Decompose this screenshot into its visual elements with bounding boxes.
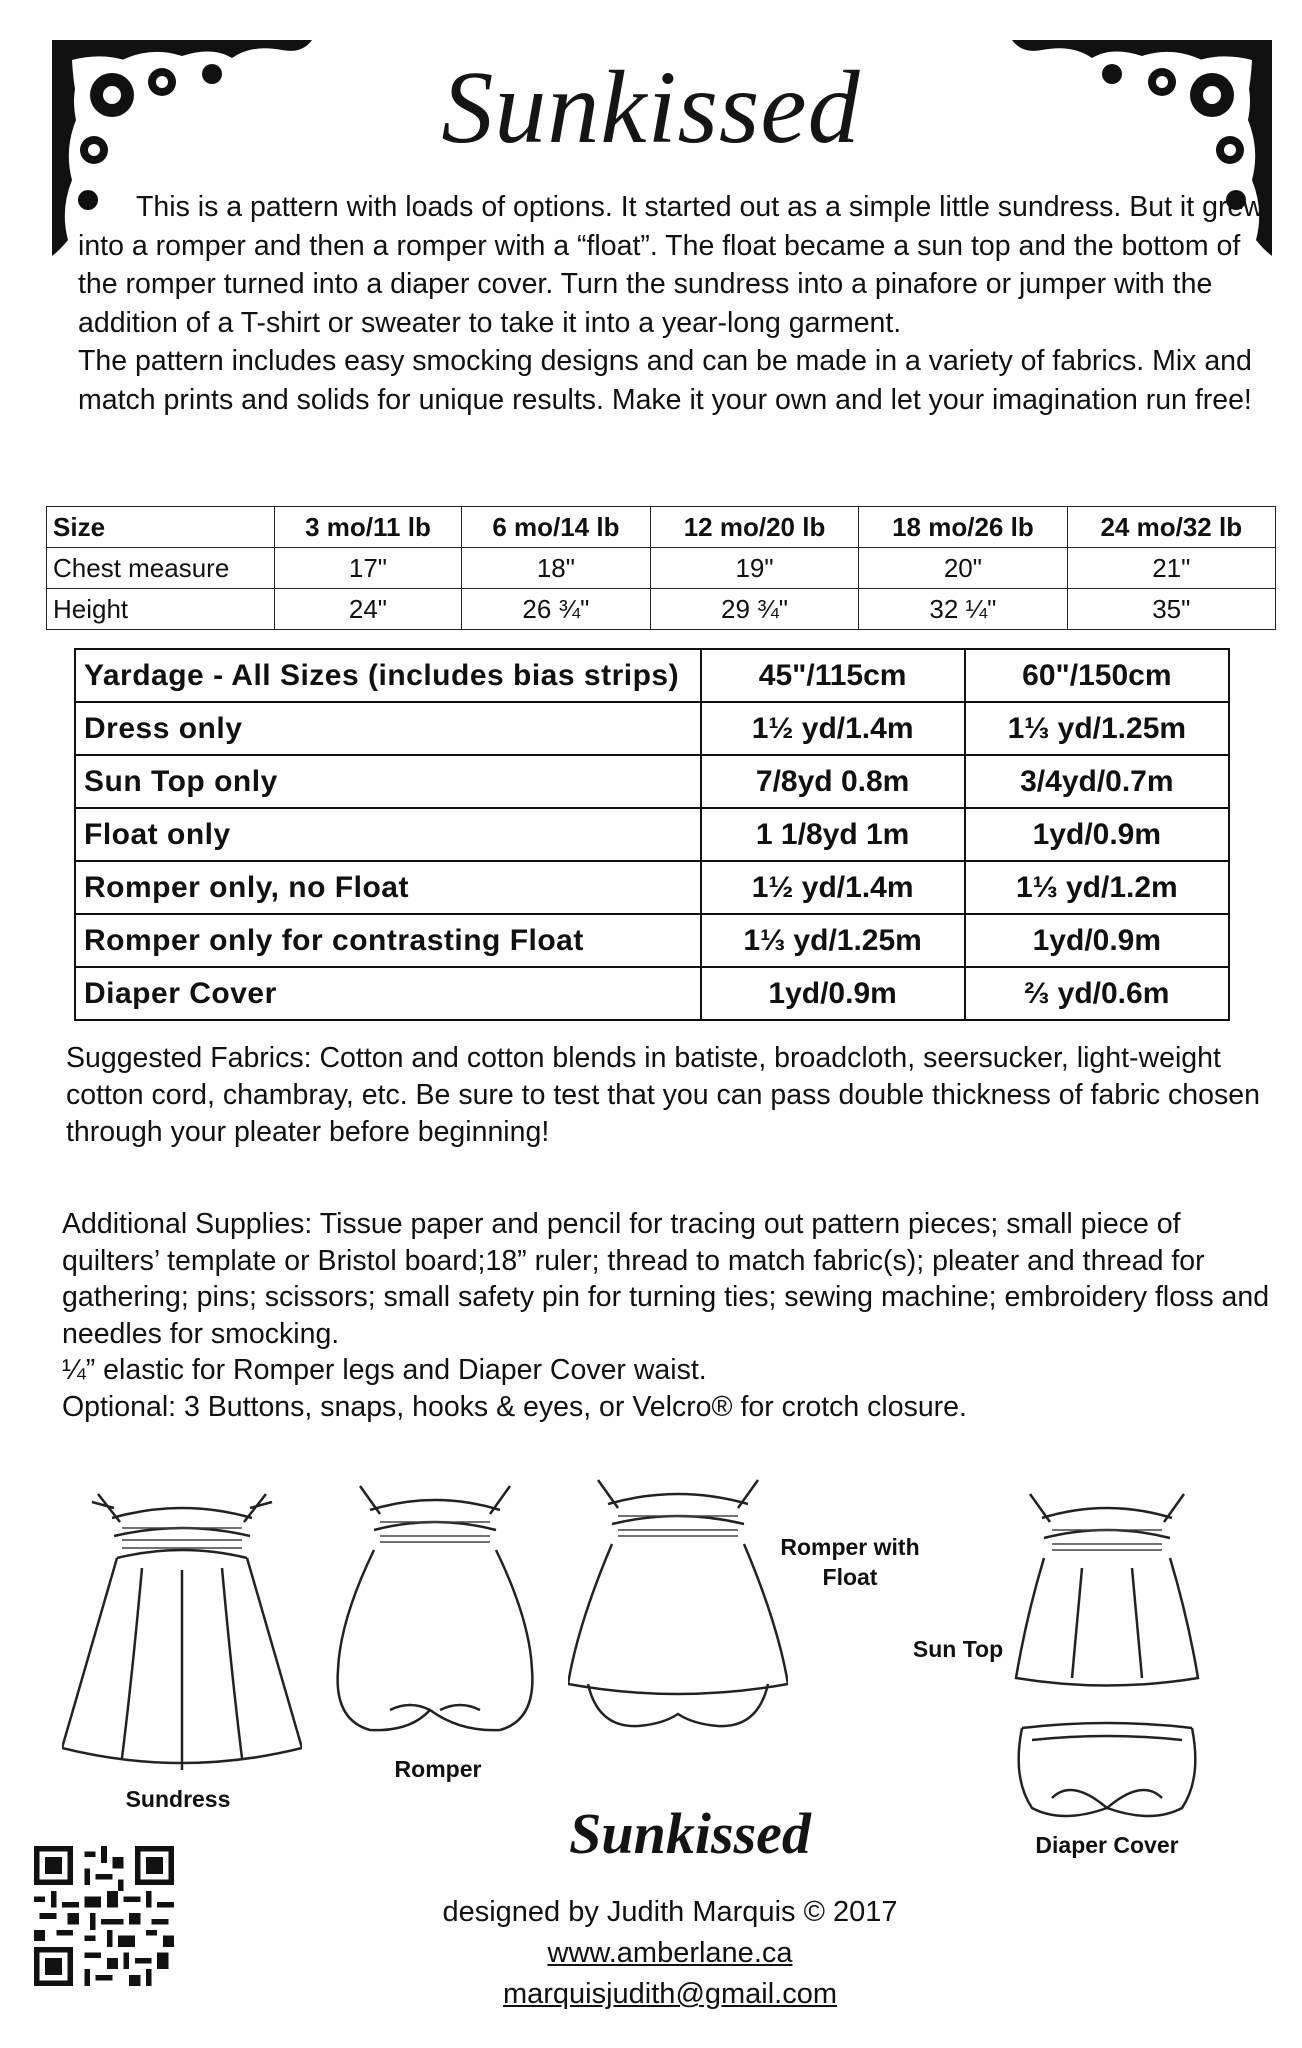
footer-credits <box>370 1892 970 2015</box>
caption-romper: Romper <box>394 1756 482 1782</box>
email-link[interactable]: marquisjudith@gmail.com <box>502 1978 838 2010</box>
size-chart-table <box>46 506 1276 630</box>
yardage-cell: 1yd/0.9m <box>965 914 1229 967</box>
yardage-row-label: Float only <box>75 808 701 861</box>
yardage-row <box>75 967 1229 1020</box>
optional-text: Optional: 3 Buttons, snaps, hooks & eyes, or Velcro® for crotch closure. <box>62 1390 967 1423</box>
size-table-row <box>47 589 1276 630</box>
size-header-cell: 3 mo/11 lb <box>275 507 462 548</box>
yardage-header-cell: 45"/115cm <box>701 649 965 702</box>
size-cell: 24" <box>275 589 462 630</box>
qr-code-icon <box>34 1846 174 1986</box>
supplies-text: Additional Supplies: Tissue paper and pencil for tracing out pattern pieces; small piece of quilters’ template or Bristol board;18” ruler; thread to match fabric(s); pleater and thread for gathering; pins; scissors; small safety pin for turning ties; sewing machine; embroidery floss and needles for smocking. <box>62 1208 1270 1350</box>
yardage-cell: 1⅓ yd/1.25m <box>701 914 965 967</box>
diaper-cover-illustration <box>1012 1718 1202 1828</box>
yardage-row-label: Romper only for contrasting Float <box>75 914 701 967</box>
yardage-cell: 1⅓ yd/1.2m <box>965 861 1229 914</box>
yardage-cell: 1 1/8yd 1m <box>701 808 965 861</box>
yardage-row-label: Diaper Cover <box>75 967 701 1020</box>
yardage-cell: 1yd/0.9m <box>701 967 965 1020</box>
size-header-cell: 24 mo/32 lb <box>1067 507 1275 548</box>
footer-logo: Sunkissed <box>569 1801 811 1866</box>
elastic-text: ¼” elastic for Romper legs and Diaper Cover waist. <box>62 1354 707 1386</box>
caption-romper-with-float: Romper with Float <box>780 1534 920 1590</box>
yardage-row-label: Romper only, no Float <box>75 861 701 914</box>
intro-paragraph-1: This is a pattern with loads of options. It started out as a simple little sundress. But it grew into a romper and then a romper with a “float”. The float became a sun top and the bottom of the romper turned into a diaper cover. Turn the sundress into a pinafore or jumper with the addition of a T-shirt or sweater to take it into a year-long garment. <box>78 191 1264 339</box>
suggested-fabrics-text: Suggested Fabrics: Cotton and cotton blends in batiste, broadcloth, seersucker, light-weight cotton cord, chambray, etc. Be sure to test that you can pass double thickness of fabric chosen through your pleater before beginning! <box>66 1042 1260 1148</box>
yardage-cell: 7/8yd 0.8m <box>701 755 965 808</box>
yardage-row <box>75 808 1229 861</box>
yardage-row <box>75 755 1229 808</box>
yardage-row <box>75 702 1229 755</box>
size-cell: 26 ¾" <box>461 589 650 630</box>
designer-credit: designed by Judith Marquis © 2017 <box>442 1896 898 1928</box>
yardage-cell: 1½ yd/1.4m <box>701 861 965 914</box>
additional-supplies <box>62 1206 1272 1425</box>
size-cell: 18" <box>461 548 650 589</box>
size-header-cell: 18 mo/26 lb <box>859 507 1067 548</box>
yardage-row <box>75 914 1229 967</box>
yardage-header-cell: 60"/150cm <box>965 649 1229 702</box>
intro-paragraph-2: The pattern includes easy smocking designs and can be made in a variety of fabrics. Mix and match prints and solids for unique results. Make it your own and let your imagination run free! <box>78 345 1252 416</box>
yardage-cell: 1yd/0.9m <box>965 808 1229 861</box>
romper-illustration <box>330 1470 540 1750</box>
yardage-header-cell: Yardage - All Sizes (includes bias strips) <box>75 649 701 702</box>
size-cell: 29 ¾" <box>650 589 858 630</box>
yardage-cell: 1½ yd/1.4m <box>701 702 965 755</box>
caption-sundress: Sundress <box>125 1786 231 1812</box>
yardage-row-label: Dress only <box>75 702 701 755</box>
romper-with-float-illustration <box>568 1464 788 1744</box>
size-table-header-row <box>47 507 1276 548</box>
yardage-row <box>75 861 1229 914</box>
size-table-row <box>47 548 1276 589</box>
size-cell: 20" <box>859 548 1067 589</box>
size-header-cell: Size <box>47 507 275 548</box>
size-header-cell: 12 mo/20 lb <box>650 507 858 548</box>
yardage-header-row <box>75 649 1229 702</box>
size-cell: 17" <box>275 548 462 589</box>
caption-diaper-cover: Diaper Cover <box>1035 1832 1179 1858</box>
yardage-row-label: Sun Top only <box>75 755 701 808</box>
size-row-label: Chest measure <box>47 548 275 589</box>
size-cell: 35" <box>1067 589 1275 630</box>
size-row-label: Height <box>47 589 275 630</box>
size-cell: 19" <box>650 548 858 589</box>
yardage-cell: ⅔ yd/0.6m <box>965 967 1229 1020</box>
size-header-cell: 6 mo/14 lb <box>461 507 650 548</box>
size-cell: 21" <box>1067 548 1275 589</box>
sun-top-illustration <box>1012 1478 1202 1698</box>
caption-sun-top: Sun Top <box>912 1636 1004 1662</box>
size-cell: 32 ¼" <box>859 589 1067 630</box>
website-link[interactable]: www.amberlane.ca <box>547 1937 793 1969</box>
yardage-cell: 3/4yd/0.7m <box>965 755 1229 808</box>
page-title: Sunkissed <box>441 50 861 165</box>
sundress-illustration <box>62 1478 302 1778</box>
yardage-table <box>74 648 1230 1021</box>
intro-text <box>78 188 1268 419</box>
yardage-cell: 1⅓ yd/1.25m <box>965 702 1229 755</box>
